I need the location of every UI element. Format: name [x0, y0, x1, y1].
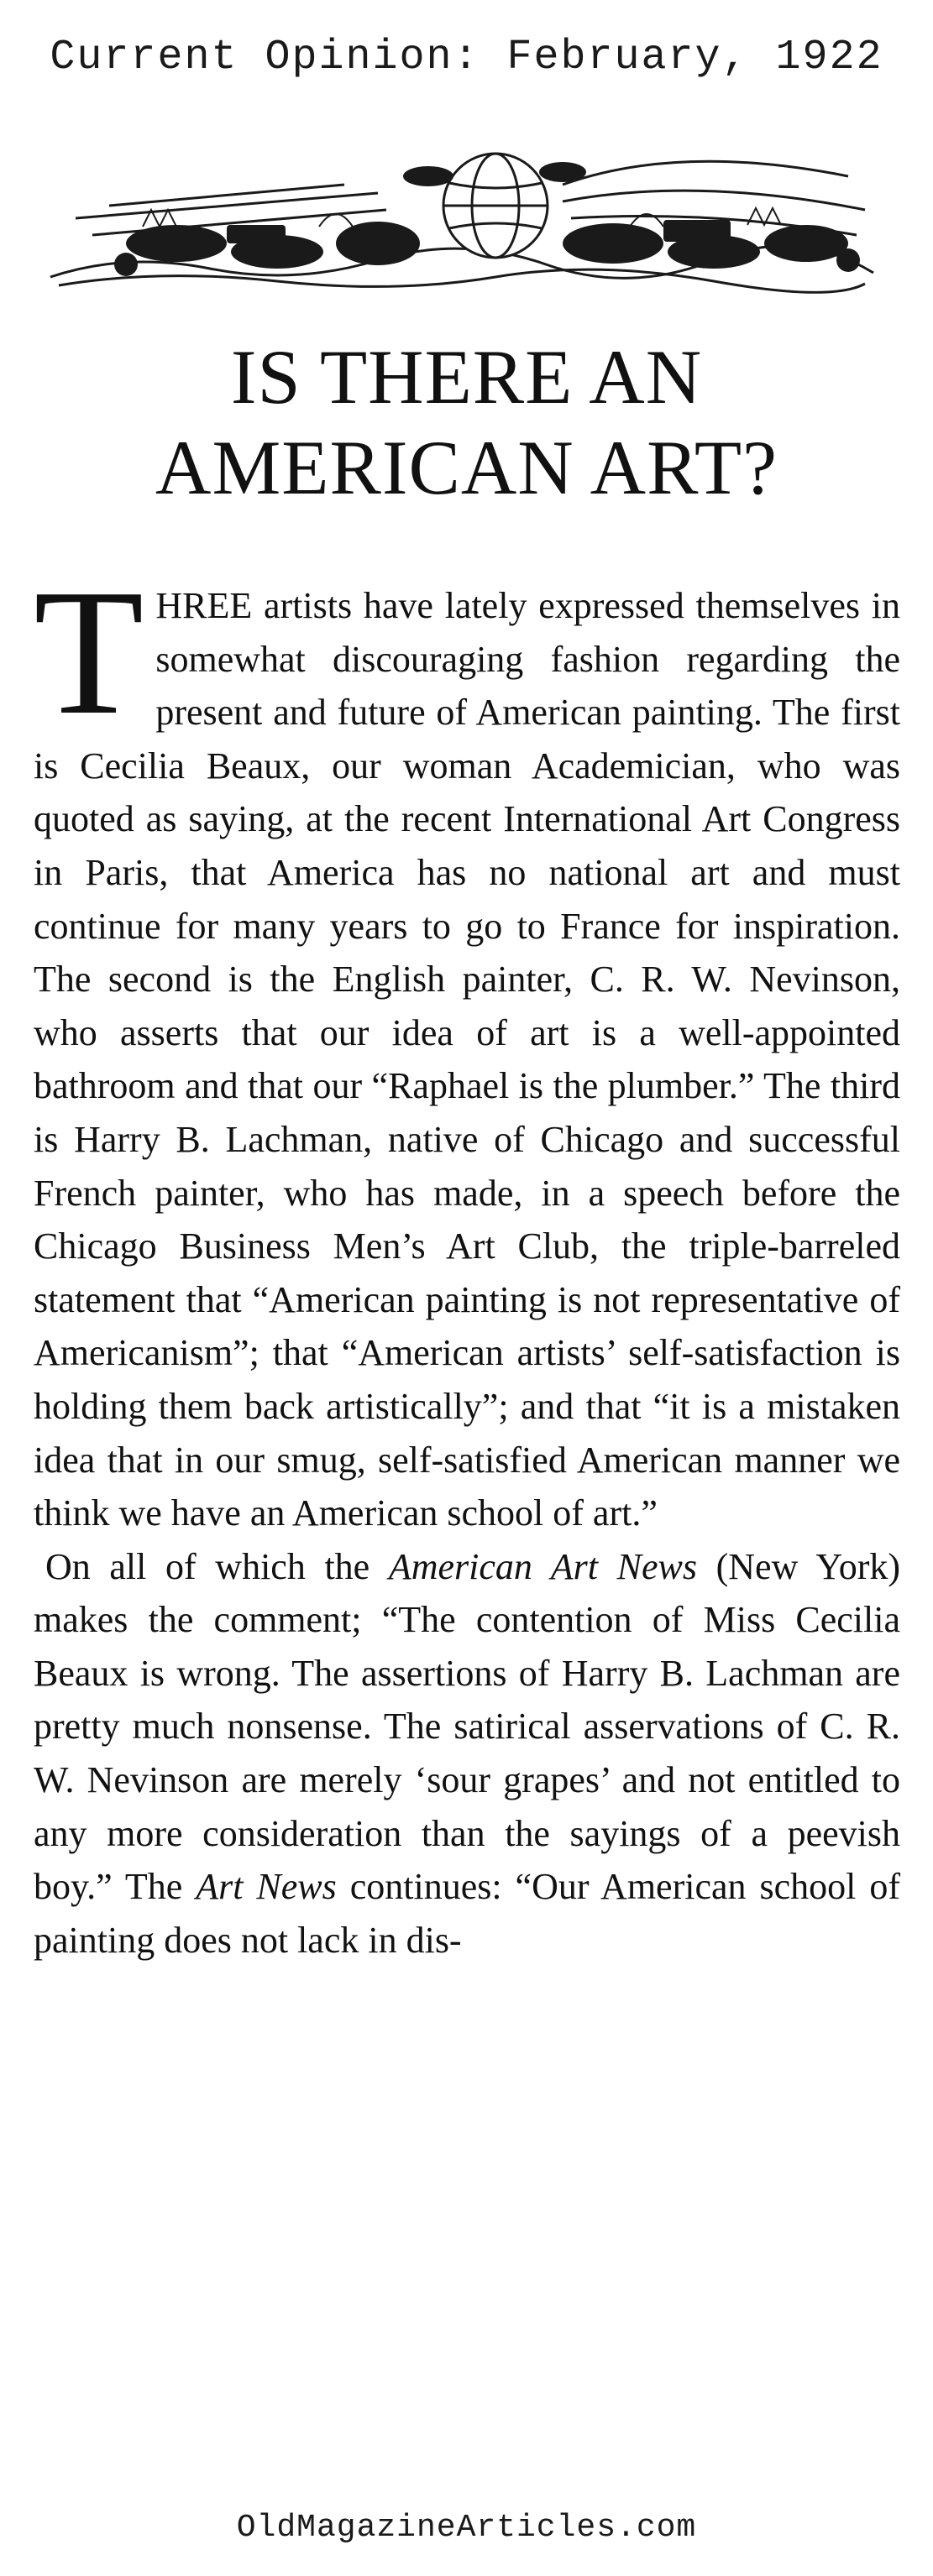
masthead: Current Opinion: February, 1922 [50, 34, 883, 81]
paragraph-2-text-a: On all of which the [45, 1545, 370, 1587]
paragraph-1-text: HREE artists have lately expressed themselves in somewhat discouraging fashion regarding the present and future of American painting. The first is Cecilia Beaux, our woman Academician, who was quoted as saying, at the recent International Art Congress in Paris, that America has no national art and must continue for many years to go to France for inspiration. The second is the English painter, C. R. W. Nevinson, who asserts that our idea of art is a well-appointed bathroom and that our “Raphael is the plumber.” The third is Harry B. Lachman, native of Chicago and successful French painter, who has made, in a speech before the Chicago Business Men’s Art Club, the triple-barreled statement that “American painting is not representative of Americanism”; that “American artists’ self-satisfaction is holding them back artistically”; and that “it is a mistaken idea that in our smug, self-satisfied American manner we think we have an American school of art.” [34, 585, 900, 1534]
paragraph-2-text-c: continues: “Our American school of painting does not lack in dis- [34, 1866, 900, 1961]
globe-and-arts-ornament-icon [25, 126, 899, 302]
publication-name: American Art News [388, 1545, 697, 1587]
article-body [34, 551, 901, 1967]
article-paragraph-2 [34, 1540, 900, 1967]
headline [0, 332, 933, 513]
drop-cap: T [34, 551, 144, 752]
footer-watermark: OldMagazineArticles.com [236, 2510, 697, 2546]
headline-line-2: AMERICAN ART? [155, 425, 778, 510]
headline-line-1: IS THERE AN [230, 334, 703, 420]
publication-short-name: Art News [196, 1866, 337, 1908]
paragraph-2-text-b: (New York) makes the comment; “The contention of Miss Cecilia Beaux is wrong. The assertions of Harry B. Lachman are pretty much nonsense. The satirical asservations of C. R. W. Nevinson are merely ‘sour grapes’ and not entitled to any more consideration than the sayings of a peevish boy.” The [34, 1545, 901, 1908]
article-paragraph-1 [34, 551, 900, 1540]
